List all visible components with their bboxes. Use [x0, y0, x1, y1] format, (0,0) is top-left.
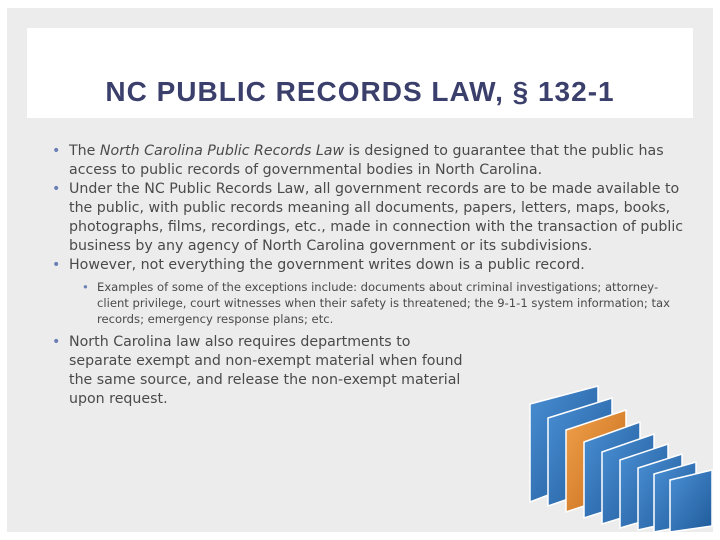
blue-file-folders-icon	[528, 384, 718, 532]
bullet-item	[52, 256, 697, 275]
bullet-item	[52, 333, 469, 409]
bullet-dot-icon: •	[52, 334, 61, 350]
bullet-dot-icon: •	[52, 143, 61, 159]
title-box	[27, 28, 693, 118]
bullet-text-emphasis: North Carolina Public Records Law	[99, 143, 345, 159]
folder-shape	[530, 386, 712, 532]
slide-body	[52, 142, 697, 409]
bullet-text: North Carolina law also requires departments to separate exempt and non-exempt material when found the same source, and release the non-exempt material upon request.	[69, 334, 463, 407]
bullet-text-post: is designed to guarantee that the public has access to public records of governmental bodies in North Carolina.	[69, 143, 664, 178]
bullet-dot-icon: •	[52, 181, 61, 197]
slide-title: NC PUBLIC RECORDS LAW, § 132-1	[105, 76, 615, 107]
bullet-text: However, not everything the government writes down is a public record.	[69, 257, 585, 273]
bullet-dot-icon: •	[52, 257, 61, 273]
bullet-dot-icon: •	[82, 280, 89, 294]
bullet-text-pre: The	[69, 143, 100, 159]
bullet-item	[52, 142, 697, 180]
bullet-text: Under the NC Public Records Law, all government records are to be made available to the public, with public records meaning all documents, papers, letters, maps, books, photographs, films, recordings, etc., made in connection with the transaction of public business by any agency of North Carolina government or its subdivisions.	[69, 181, 684, 254]
bullet-item	[52, 180, 697, 256]
sub-bullet-text: Examples of some of the exceptions include: documents about criminal investigations; attorney-client privilege, court witnesses when their safety is threatened; the 9-1-1 system information; tax records; emergency response plans; etc.	[97, 280, 671, 326]
sub-bullet-item	[82, 279, 687, 327]
